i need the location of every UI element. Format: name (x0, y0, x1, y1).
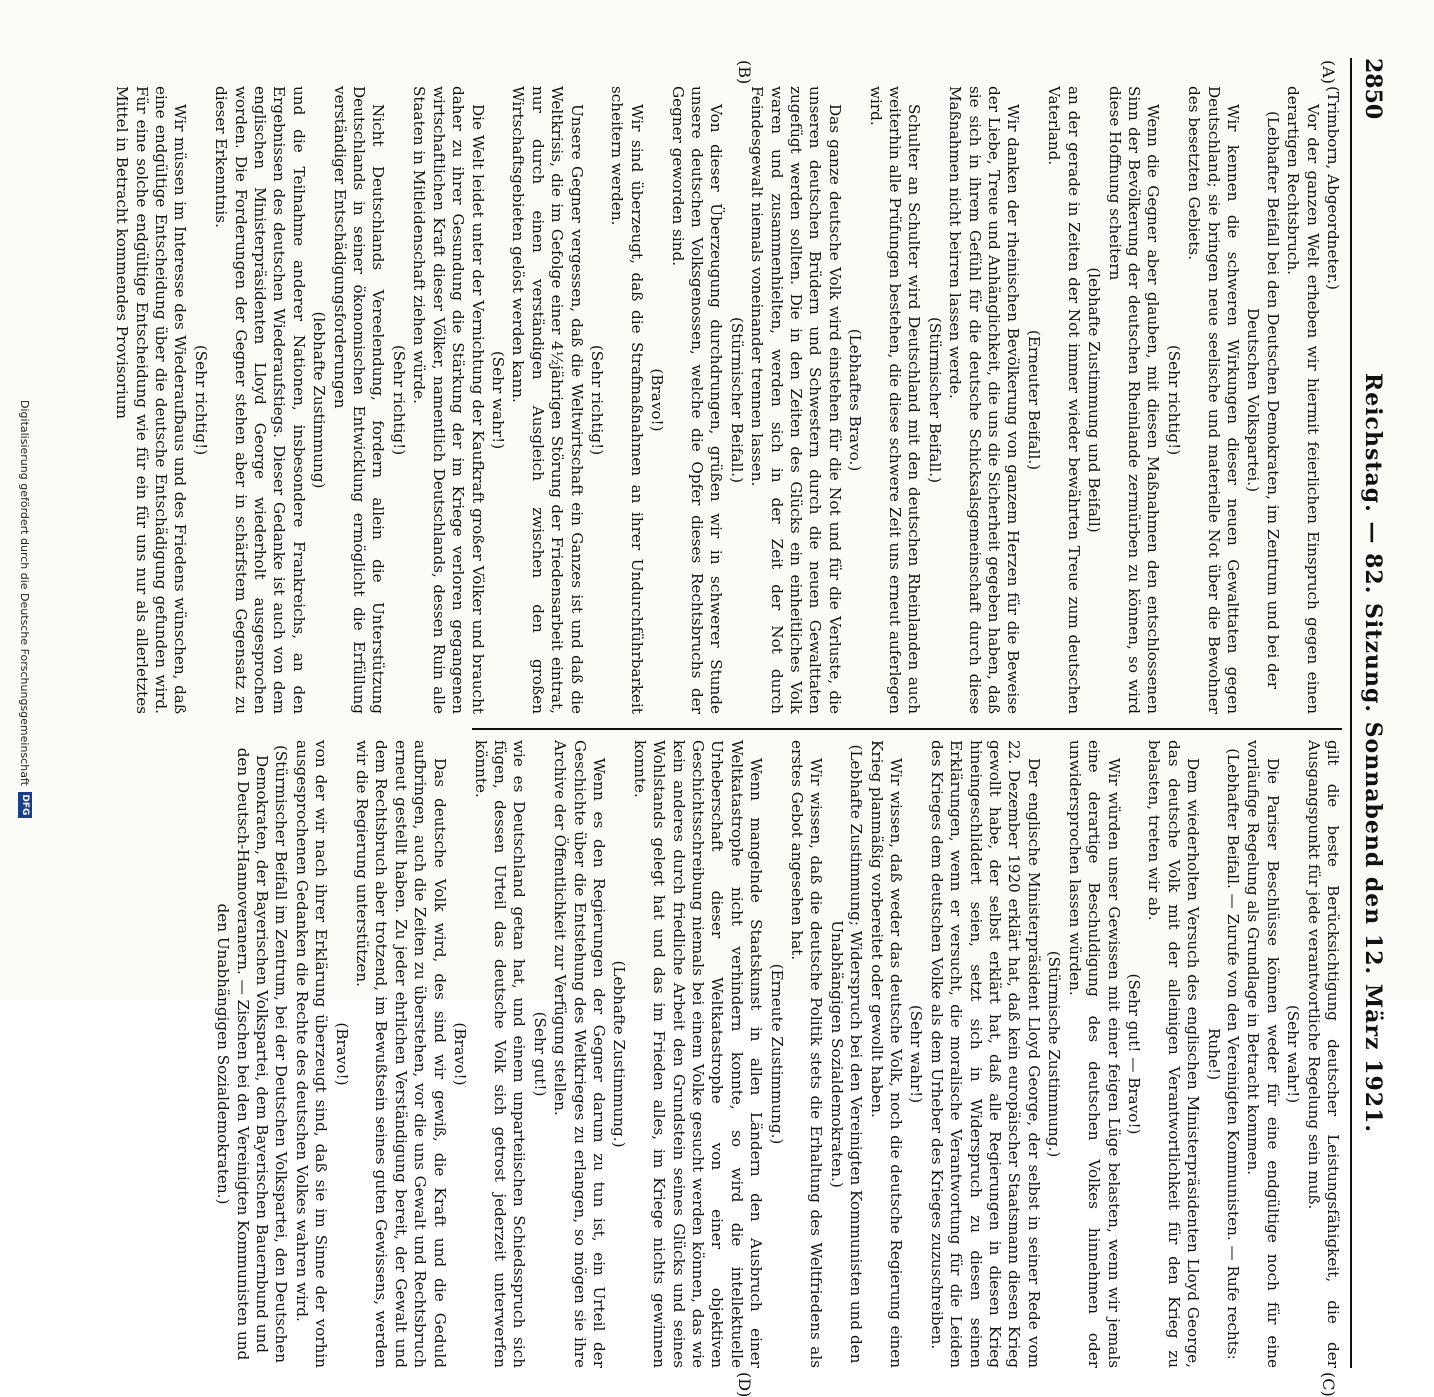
interjection: (Erneute Zustimmung.) (767, 963, 786, 1145)
margin-marker-c: (C) (1319, 1372, 1338, 1397)
paragraph: Dem wiederholten Versuch des englischen Ministerpräsidenten Lloyd George, das deutsche Volk mit der alleinigen Verantwortlichkeit für den Krieg zu belasten, treten wir ab. (1145, 740, 1203, 1368)
interjection: (Sehr wahr!) (907, 1004, 926, 1104)
interjection: (Stürmischer Beifall.) (727, 316, 746, 484)
paragraph: von der wir nach ihrer Erklärung überzeugt sind, daß sie im Sinne der vorhin ausgesprochenen Gedanken die Rechte des deutschen Volkes wahren wird. (292, 740, 331, 1368)
interjection: (Sehr richtig!) (389, 344, 408, 456)
paragraph: Nicht Deutschlands Vereelendung, fordern allein die Unterstützung Deutschlands in seiner ökonomischen Entwicklung ermöglicht die Erfüllung verständiger Entschädigungsforderungen (330, 86, 388, 714)
interjection: (Stürmische Zustimmung.) (1045, 950, 1064, 1158)
interjection: (lebhafte Zustimmung) (310, 311, 329, 489)
paragraph: Wenn es den Regierungen der Gegner darum zu tun ist, ein Urteil der Geschichte über die Entstehung des Weltkrieges zu erlangen, so mögen sie ihre Archive der Öffentlichkeit zur Verfügung stellen. (551, 740, 608, 1368)
interjection: (Bravo!) (648, 368, 667, 432)
interjection: (Bravo!) (332, 1022, 351, 1086)
paragraph: gilt die beste Berücksichtigung deutscher Leistungsfähigkeit, die der Ausgangspunkt für jede verantwortliche Regelung sein muß. (1304, 740, 1342, 1368)
page-number: 2850 (1360, 58, 1386, 120)
paragraph: Die Pariser Beschlüsse können weder für eine endgültige noch für eine vorläufige Regelung als Grundlage in Betracht kommen. (1244, 740, 1282, 1368)
interjection: (lebhafte Zustimmung und Beifall) (1085, 267, 1104, 533)
paragraph: Wir würden unser Gewissen mit einer feigen Lüge belasten, wenn wir jemals eine derartige Beschuldigung des deutschen Volkes hinnehmen oder unwidersprochen lassen würden. (1065, 740, 1123, 1368)
page-header (1356, 58, 1386, 1368)
paragraph: Der englische Ministerpräsident Lloyd George, der selbst in seiner Rede vom 22. Dezember 1920 erklärt hat, daß kein europäischer Staatsmann diesen Krieg gewollt habe, der selbst erklärt hat, daß alle Regierungen in diesen Krieg hineingeschliddert seien, setzt sich in Widerspruch zu diesen seinen Erklärungen, wenn er versucht, die moralische Verantwortung für die Leiden des Krieges dem deutschen Volke als dem Urheber des Krieges zuzuschreiben. (927, 740, 1043, 1368)
paragraph: Das deutsche Volk wird, des sind wir gewiß, die Kraft und die Geduld aufbringen, auch die Zeiten zu überstehen, vor die uns Gewalt und Rechtsbruch erneut gestellt haben. Zu jeder ehrlichen Verständigung bereit, der Gewalt und dem Rechtsbruch aber trotzend, im Bewußtsein seines guten Gewissens, werden wir die Regierung unterstützen. (353, 740, 449, 1368)
interjection: (Lebhafte Zustimmung.) (610, 960, 629, 1148)
right-column (212, 740, 1342, 1368)
paragraph: Wir kennen die schweren Wirkungen dieser neuen Gewalttaten gegen Deutschland; sie bringen neue seelische und materielle Not über die Bewohner des besetzten Gebiets. (1185, 86, 1242, 714)
paragraph: Schulter an Schulter wird Deutschland mit den deutschen Rheinlanden auch weiterhin alle Prüfungen bestehen, die diese schwere Zeit uns erneut auferlegen wird. (866, 86, 924, 714)
margin-marker-a: (A) (1319, 60, 1338, 85)
interjection: (Sehr richtig!) (191, 344, 210, 456)
margin-marker-d: (D) (735, 1372, 754, 1397)
interjection: (Lebhaftes Bravo.) (846, 328, 865, 472)
paragraph: (Trimborn, Abgeordneter.) (1324, 86, 1342, 290)
paragraph: an der gerade in Zeiten der Not immer wieder bewährten Treue zum deutschen Vaterland. (1045, 86, 1083, 714)
page-title: Reichstag. — 82. Sitzung. Sonnabend den 12. März 1921. (1360, 372, 1386, 1134)
paragraph: Wir wissen, daß die deutsche Politik stets die Erhaltung des Weltfriedens als erstes Gebot angesehen hat. (788, 740, 826, 1368)
interjection: (Sehr wahr!) (1284, 1004, 1303, 1104)
paragraph: Die Welt leidet unter der Vernichtung der Kaufkraft großer Völker und braucht daher zu ihrer Gesundung die Stärkung der im Kriege verloren gegangenen wirtschaftlichen Kraft dieser Völker, namentlich Deutschlands, dessen Ruin alle Staaten in Mitleidenschaft ziehen würde. (410, 86, 487, 714)
interjection: (Lebhafter Beifall. — Zurufe von den Vereinigten Kommunisten. — Rufe rechts: Ruhe!) (1204, 748, 1242, 1360)
interjection: (Erneuter Beifall.) (1024, 329, 1043, 471)
paragraph: wie es Deutschland getan hat, und einem unparteiischen Schiedsspruch sich fügen, dessen Urteil das deutsche Volk sich getrost jederzeit unterwerfen könnte. (471, 740, 529, 1368)
interjection: (Sehr gut!) (530, 1011, 549, 1097)
paragraph: Wenn die Gegner aber glauben, mit diesen Maßnahmen den entschlossenen Sinn der Bevölkerung der deutschen Rheinlande zermürben zu können, so wird diese Hoffnung scheitern (1105, 86, 1163, 714)
paragraph: Vor der ganzen Welt erheben wir hiermit feierlichen Einspruch gegen einen derartigen Rechtsbruch. (1284, 86, 1322, 714)
paragraph: Wir müssen im Interesse des Wiederaufbaus und des Friedens wünschen, daß eine endgültige Entscheidung über die deutsche Entschädigung gefunden wird. Für eine solche endgültige Entscheidung wie für ein für uns nur als allerletztes Mittel in Betracht kommendes Provisorium (113, 86, 190, 714)
interjection: (Sehr richtig!) (1164, 344, 1183, 456)
credit-text: Digitalisierung gefördert durch die Deutsche Forschungsgemeinschaft (18, 400, 32, 786)
margin-marker-b: (B) (735, 60, 754, 85)
paragraph: Von dieser Überzeugung durchdrungen, grüßen wir in schwerer Stunde unsere deutschen Volksgenossen, welche die Opfer dieses Rechtsbruchs der Gegner geworden sind. (668, 86, 726, 714)
column-divider (472, 728, 1342, 730)
interjection: (Bravo!) (451, 1022, 470, 1086)
interjection: (Sehr gut! — Bravo!) (1124, 973, 1143, 1135)
interjection: (Sehr wahr!) (488, 350, 507, 450)
paragraph: Das ganze deutsche Volk wird einstehen für die Not und für die Verluste, die unseren deutschen Brüdern und Schwestern durch die neuen Gewalttaten zugefügt werden sollten. Die in den Zeiten des Glücks ein einheitliches Volk waren und zusammenhielten, werden sich in der Zeit der Not durch Feindesgewalt niemals voneinander trennen lassen. (748, 86, 844, 714)
paragraph: Wir sind überzeugt, daß die Strafmaßnahmen an ihrer Undurchführbarkeit scheitern werden. (608, 86, 646, 714)
interjection: (Sehr richtig!) (587, 344, 606, 456)
header-rule (1350, 58, 1352, 1368)
digitization-credit (18, 400, 32, 818)
interjection: (Lebhafter Beifall bei den Deutschen Demokraten, im Zentrum und bei der Deutschen Volkspartei.) (1244, 110, 1282, 690)
paragraph: Wenn mangelnde Staatskunst in allen Ländern den Ausbruch einer Weltkatastrophe nicht verhindern konnte, so wird die intellektuelle Urheberschaft dieser Weltkatastrophe von einer objektiven Geschichtsschreibung niemals bei einem Volke gesucht werden können, das wie kein anderes durch friedliche Arbeit den Grundstein seines Glücks und seines Wohlstands gelegt hat und das im Frieden alles, im Kriege nichts gewinnen konnte. (630, 740, 766, 1368)
paragraph: und die Teilnahme anderer Nationen, insbesondere Frankreichs, an den Ergebnissen des deutschen Wiederaufstiegs. Dieser Gedanke ist auch von dem englischen Ministerpräsidenten Lloyd George wiederholt ausgesprochen worden. Die Forderungen der Gegner stehen aber in schärfstem Gegensatz zu dieser Erkenntnis. (212, 86, 308, 714)
dfg-logo-icon: DFG (18, 792, 32, 818)
interjection: (Stürmischer Beifall.) (925, 316, 944, 484)
paragraph: Wir danken der rheinischen Bevölkerung von ganzem Herzen für die Beweise der Liebe, Treue und Anhänglichkeit, die uns die Sicherheit gegeben haben, daß sie sich in ihrem Gefühl für die deutsche Schicksalsgemeinschaft durch diese Maßnahmen nicht beirren lassen werde. (946, 86, 1023, 714)
interjection: (Stürmischer Beifall im Zentrum, bei der Deutschen Volkspartei, den Deutschen Demokraten, der Bayerischen Volkspartei, dem Bayerischen Bauernbund und den Deutsch-Hannoveranern. — Zischen bei den Vereinigten Kommunisten und den Unabhängigen Sozialdemokraten.) (214, 744, 291, 1364)
paragraph: Unsere Gegner vergessen, daß die Weltwirtschaft ein Ganzes ist und daß die Weltkrisis, die im Gefolge einer 4½jährigen Störung der Friedensarbeit eintrat, nur durch einen verständigen Ausgleich zwischen den großen Wirtschaftsgebieten gelöst werden kann. (509, 86, 586, 714)
paragraph: Wir wissen, daß weder das deutsche Volk, noch die deutsche Regierung einen Krieg planmäßig vorbereitet oder gewollt haben. (867, 740, 906, 1368)
interjection: (Lebhafte Zustimmung; Widerspruch bei den Vereinigten Kommunisten und den Unabhängigen Sozialdemokraten.) (827, 744, 866, 1364)
left-column (111, 86, 1342, 714)
